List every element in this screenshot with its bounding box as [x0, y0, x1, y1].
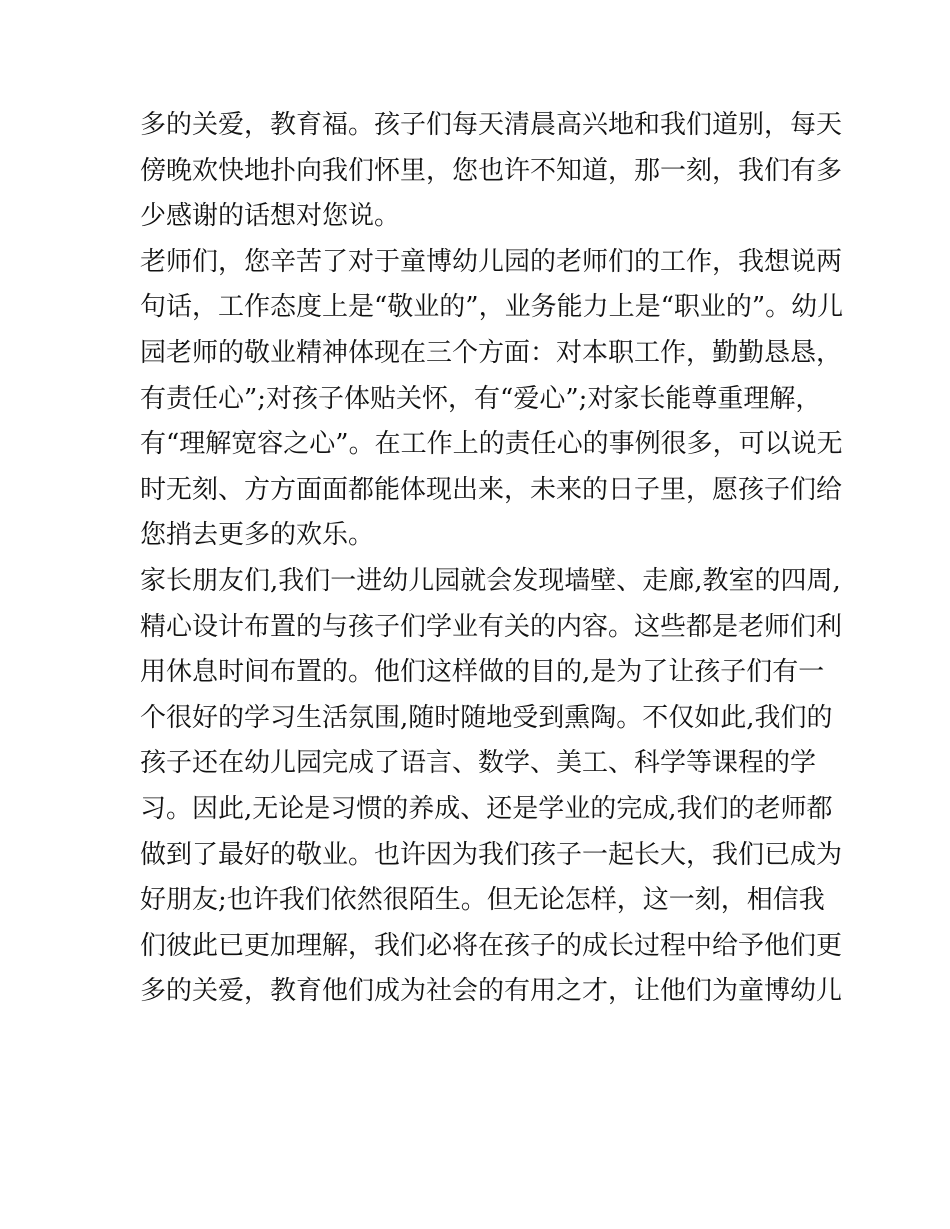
text-line-10: 您捎去更多的欢乐。: [140, 520, 375, 551]
text-line-8: 有“理解宽容之心”。在工作上的责任心的事例很多，可以说无: [140, 429, 843, 460]
text-line-3: 少感谢的话想对您说。: [140, 201, 401, 232]
text-line-11: 家长朋友们,我们一进幼儿园就会发现墙壁、走廊,教室的四周,: [140, 565, 841, 596]
text-line-5: 句话，工作态度上是“敬业的”，业务能力上是“职业的”。幼儿: [140, 292, 844, 323]
text-line-15: 孩子还在幼儿园完成了语言、数学、美工、科学等课程的学: [140, 748, 817, 779]
text-line-1: 多的关爱，教育福。孩子们每天清晨高兴地和我们道别，每天: [140, 110, 843, 140]
body-text: [140, 103, 844, 1015]
text-line-7: 有责任心”;对孩子体贴关怀，有“爱心”;对家长能尊重理解，: [140, 383, 822, 414]
text-line-4: 老师们，您辛苦了对于童博幼儿园的老师们的工作，我想说两: [140, 246, 843, 277]
text-line-17: 做到了最好的敬业。也许因为我们孩子一起长大，我们已成为: [140, 839, 843, 870]
text-line-19: 们彼此已更加理解，我们必将在孩子的成长过程中给予他们更: [140, 930, 843, 961]
text-line-14: 个很好的学习生活氛围,随时随地受到熏陶。不仅如此,我们的: [140, 702, 833, 733]
text-line-18: 好朋友;也许我们依然很陌生。但无论怎样，这一刻，相信我: [140, 885, 825, 916]
text-line-2: 傍晚欢快地扑向我们怀里，您也许不知道，那一刻，我们有多: [140, 155, 843, 186]
text-line-16: 习。因此,无论是习惯的养成、还是学业的完成,我们的老师都: [140, 793, 833, 824]
text-line-13: 用休息时间布置的。他们这样做的目的,是为了让孩子们有一: [140, 657, 825, 688]
text-line-20: 多的关爱，教育他们成为社会的有用之才，让他们为童博幼儿: [140, 976, 843, 1007]
text-line-9: 时无刻、方方面面都能体现出来，未来的日子里，愿孩子们给: [140, 474, 843, 505]
text-line-6: 园老师的敬业精神体现在三个方面：对本职工作，勤勤恳恳，: [140, 337, 843, 368]
text-line-12: 精心设计布置的与孩子们学业有关的内容。这些都是老师们利: [140, 611, 843, 642]
